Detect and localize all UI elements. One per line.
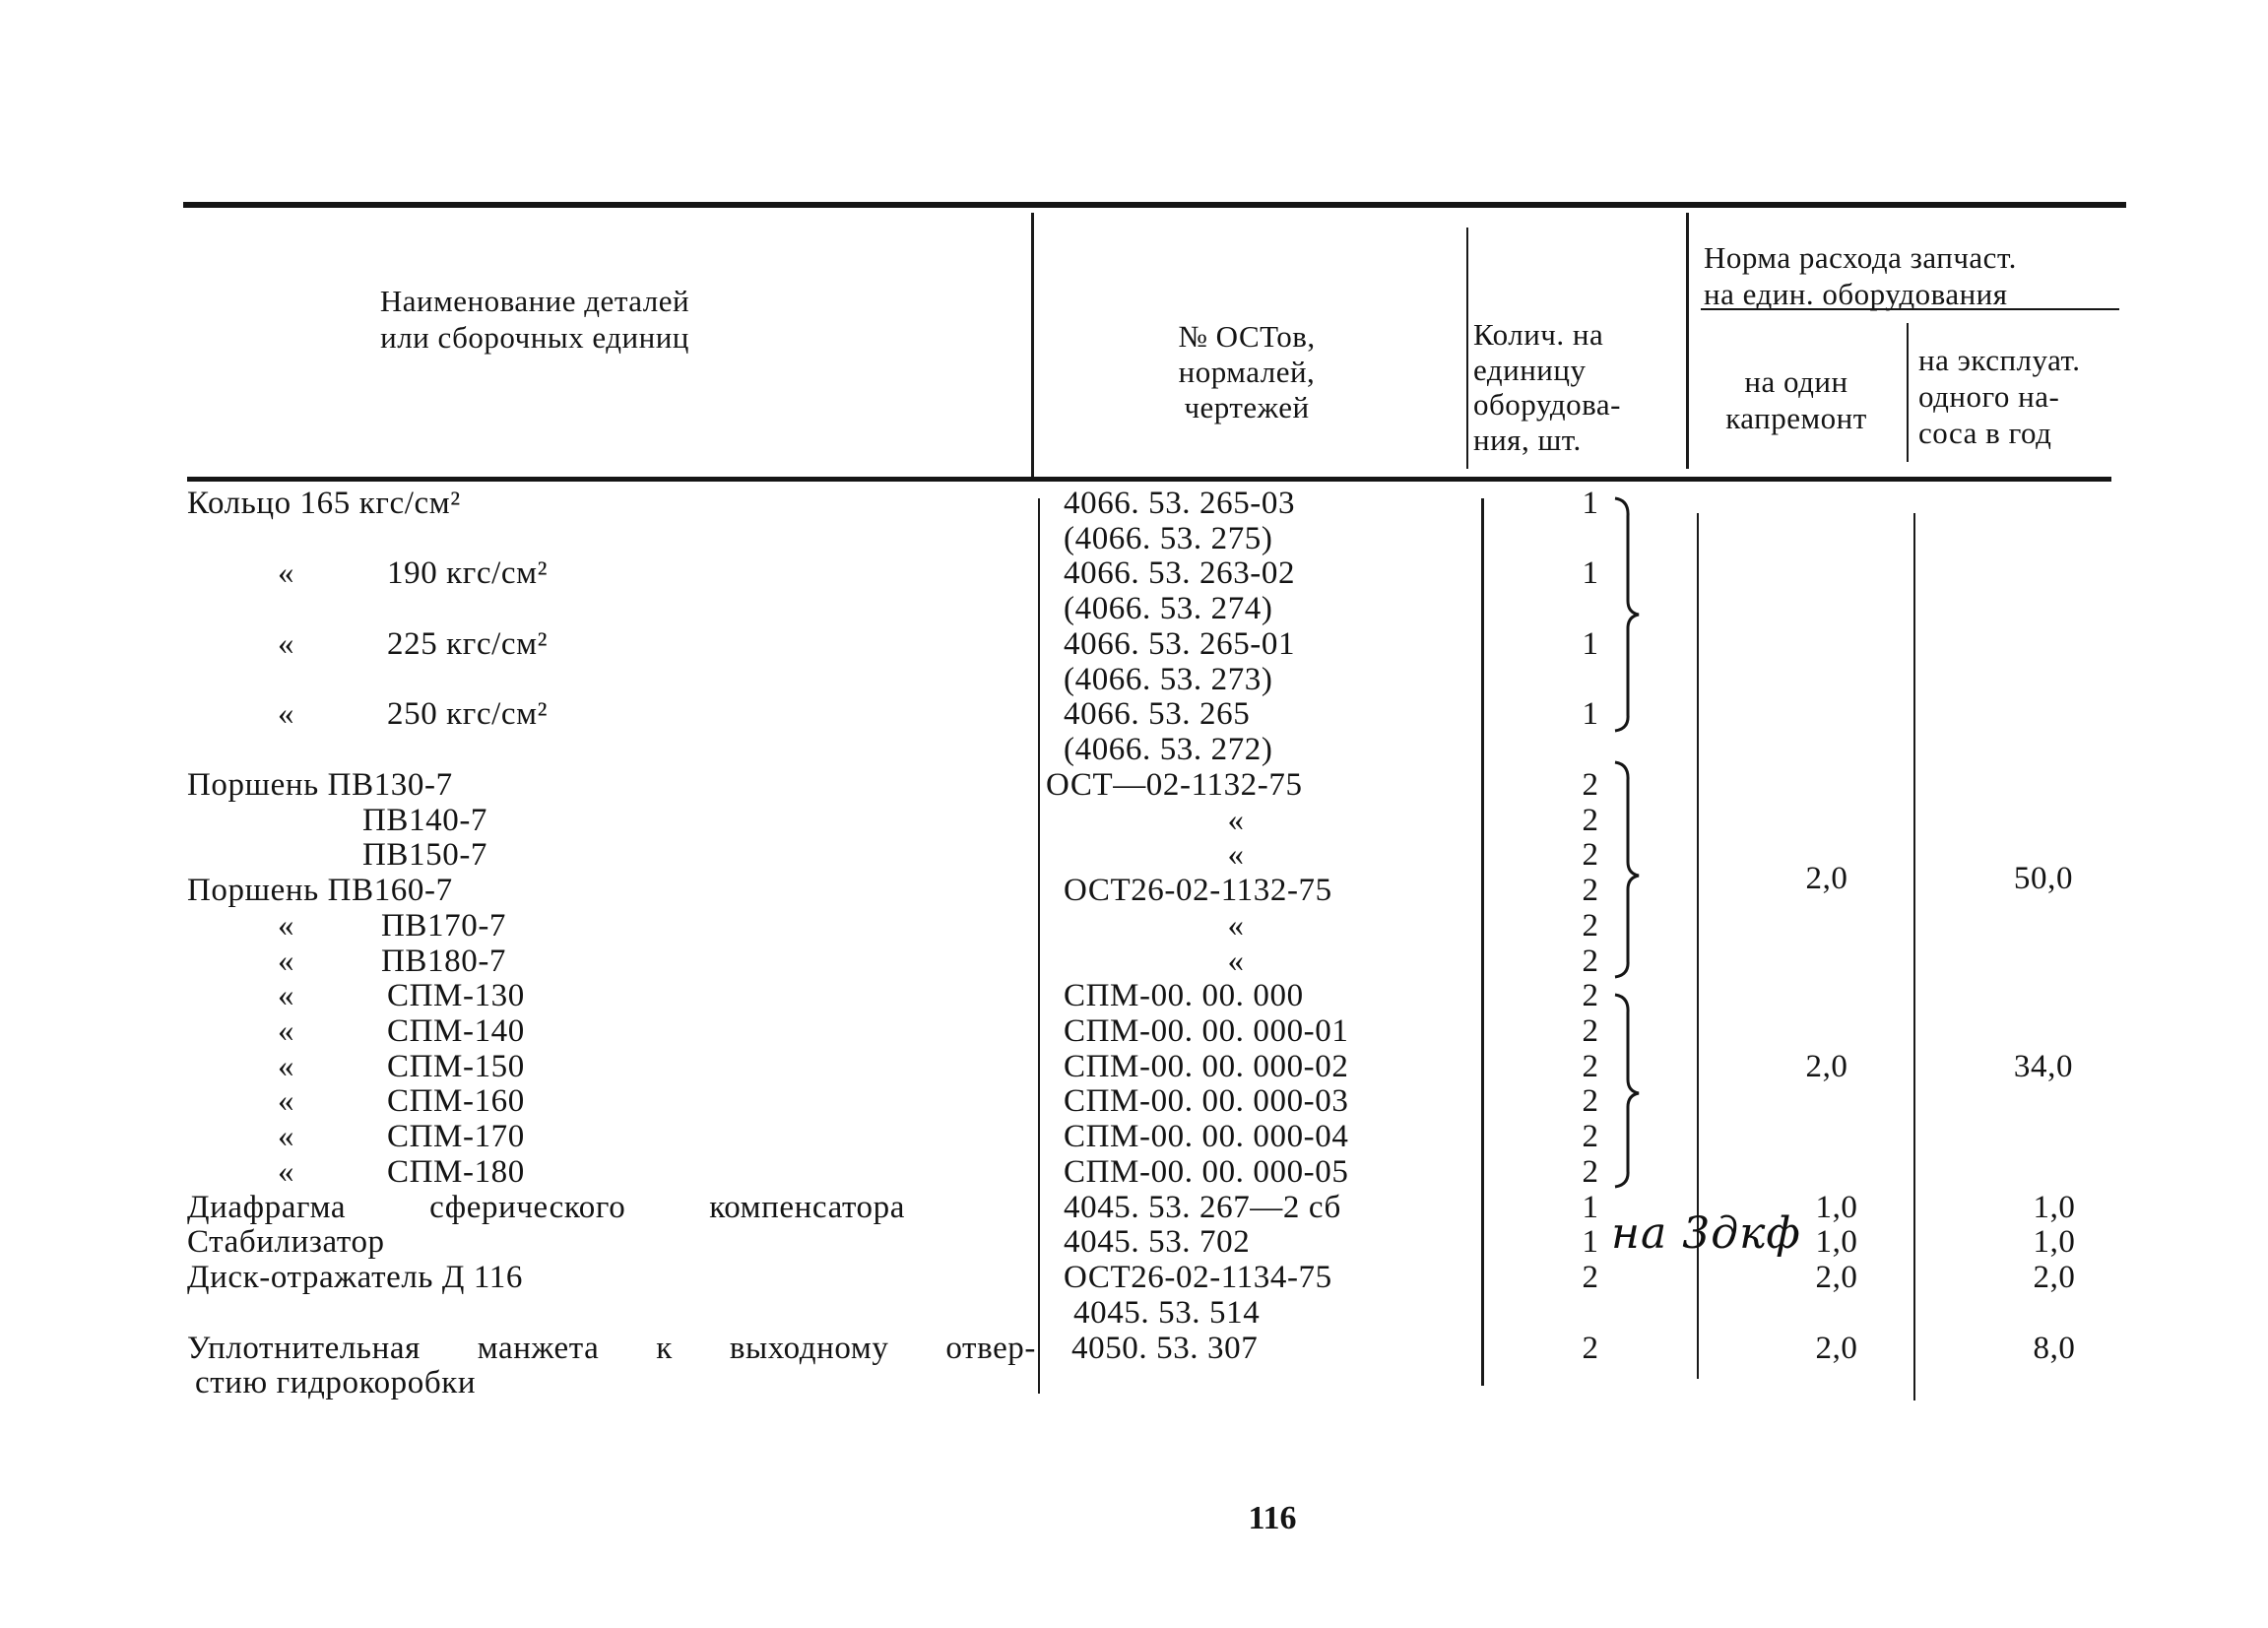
part-name: стию гидрокоробки <box>195 1365 477 1401</box>
drawing-number: СПМ-00. 00. 000-04 <box>1064 1119 1349 1155</box>
table-row <box>0 1013 2268 1049</box>
ditto-mark: « <box>278 1153 295 1190</box>
header-divider-3 <box>1686 213 1689 469</box>
norm-per-repair: 1,0 <box>1815 1224 1858 1261</box>
header-line: оборудова- <box>1473 387 1621 423</box>
table-row <box>0 521 2268 556</box>
norm-per-repair: 1,0 <box>1815 1189 1858 1225</box>
header-divider-2 <box>1466 228 1468 469</box>
table-row <box>0 1365 2268 1400</box>
table-row <box>0 696 2268 732</box>
table-row <box>0 555 2268 591</box>
part-name: Кольцо 165 кгс/см² <box>187 486 461 521</box>
drawing-number: (4066. 53. 275) <box>1064 520 1273 556</box>
quantity: 2 <box>1582 1330 1599 1366</box>
handwritten-annotation: на 3дкф <box>1611 1208 1801 1259</box>
drawing-number: 4066. 53. 263-02 <box>1064 555 1296 592</box>
quantity: 2 <box>1582 1083 1599 1120</box>
header-line: или сборочных единиц <box>380 320 689 355</box>
table-row <box>0 591 2268 626</box>
ditto-mark: « <box>278 943 295 979</box>
part-name: ПВ170-7 <box>381 907 507 944</box>
header-line: № ОСТов, <box>1178 319 1316 354</box>
norm-per-year: 34,0 <box>2013 1048 2074 1084</box>
header-line: единицу <box>1473 352 1587 387</box>
norm-per-year: 50,0 <box>2013 861 2074 897</box>
ditto-mark: « <box>278 1048 295 1084</box>
drawing-number-ditto: « <box>1227 943 1245 979</box>
part-name: СПМ-130 <box>387 978 525 1014</box>
table-body <box>0 486 2268 1400</box>
header-line: чертежей <box>1184 390 1310 424</box>
drawing-number: СПМ-00. 00. 000-01 <box>1064 1013 1349 1050</box>
part-name: Поршень ПВ130-7 <box>187 766 453 803</box>
header-line: капремонт <box>1725 401 1867 435</box>
drawing-number: (4066. 53. 273) <box>1064 661 1273 697</box>
norm-per-year: 2,0 <box>2033 1260 2076 1296</box>
norm-per-repair: 2,0 <box>1815 1330 1858 1366</box>
header-line: Колич. на <box>1473 317 1604 352</box>
table-row <box>0 803 2268 838</box>
part-name: ПВ180-7 <box>381 943 507 979</box>
quantity: 2 <box>1582 1048 1599 1084</box>
drawing-number: (4066. 53. 272) <box>1064 732 1273 768</box>
ditto-mark: « <box>278 1119 295 1155</box>
table-row <box>0 1295 2268 1331</box>
table-row <box>0 1119 2268 1154</box>
part-name: ПВ150-7 <box>362 837 488 874</box>
drawing-number: СПМ-00. 00. 000-05 <box>1064 1153 1349 1190</box>
ditto-mark: « <box>278 696 295 733</box>
table-row <box>0 1331 2268 1366</box>
table-row <box>0 944 2268 979</box>
drawing-number-ditto: « <box>1227 802 1245 838</box>
header-line: Норма расхода запчаст. <box>1704 240 2017 275</box>
norm-per-year: 1,0 <box>2033 1189 2076 1225</box>
header-line: на один <box>1744 364 1848 399</box>
part-name: Диск-отражатель Д 116 <box>187 1260 523 1296</box>
table-row <box>0 837 2268 873</box>
table-row <box>0 767 2268 803</box>
quantity: 1 <box>1582 486 1599 521</box>
header-consumption-norm <box>1704 239 2017 312</box>
header-line: Наименование деталей <box>379 284 690 318</box>
table-row <box>0 732 2268 767</box>
quantity: 1 <box>1582 1224 1599 1261</box>
part-name: СПМ-170 <box>387 1119 525 1155</box>
drawing-number: 4045. 53. 267—2 сб <box>1064 1189 1341 1225</box>
part-name: 225 кгс/см² <box>387 625 549 662</box>
norm-per-repair: 2,0 <box>1805 861 1848 897</box>
quantity: 2 <box>1582 907 1599 944</box>
ditto-mark: « <box>278 555 295 592</box>
header-line: соса в год <box>1918 416 2052 450</box>
part-name: Диафрагма сферического компенсатора <box>187 1189 905 1225</box>
drawing-number: СПМ-00. 00. 000-02 <box>1064 1048 1349 1084</box>
table-row <box>0 978 2268 1013</box>
header-line: ния, шт. <box>1473 423 1582 458</box>
header-per-year <box>1918 342 2081 451</box>
drawing-number: 4045. 53. 702 <box>1064 1224 1251 1261</box>
table-top-rule <box>183 202 2126 208</box>
norm-per-repair: 2,0 <box>1805 1048 1848 1084</box>
header-line: нормалей, <box>1178 355 1316 389</box>
drawing-number: СПМ-00. 00. 000-03 <box>1064 1083 1349 1120</box>
part-name: 250 кгс/см² <box>387 696 549 733</box>
ditto-mark: « <box>278 625 295 662</box>
part-name: Стабилизатор <box>187 1224 385 1261</box>
drawing-number: СПМ-00. 00. 000 <box>1064 978 1304 1014</box>
header-quantity <box>1473 317 1621 458</box>
quantity: 1 <box>1582 555 1599 592</box>
part-name: СПМ-160 <box>387 1083 525 1120</box>
ditto-mark: « <box>278 907 295 944</box>
quantity: 2 <box>1582 837 1599 874</box>
header-bottom-rule <box>187 477 2111 482</box>
table-row <box>0 1224 2268 1260</box>
quantity: 1 <box>1582 1189 1599 1225</box>
ditto-mark: « <box>278 1013 295 1050</box>
quantity: 2 <box>1582 766 1599 803</box>
table-row <box>0 486 2268 521</box>
part-name: ПВ140-7 <box>362 802 488 838</box>
quantity: 2 <box>1582 1153 1599 1190</box>
drawing-number: ОСТ26-02-1134-75 <box>1064 1260 1332 1296</box>
table-row <box>0 1083 2268 1119</box>
drawing-number: 4066. 53. 265-01 <box>1064 625 1296 662</box>
header-drawing-number <box>1083 319 1410 425</box>
table-row <box>0 1190 2268 1225</box>
drawing-number: 4050. 53. 307 <box>1071 1330 1259 1366</box>
drawing-number: 4045. 53. 514 <box>1073 1294 1261 1331</box>
drawing-number: (4066. 53. 274) <box>1064 591 1273 627</box>
drawing-number-ditto: « <box>1227 837 1245 874</box>
norm-per-year: 1,0 <box>2033 1224 2076 1261</box>
page-number: 116 <box>1248 1500 1297 1536</box>
quantity: 2 <box>1582 802 1599 838</box>
table-row <box>0 1049 2268 1084</box>
part-name: 190 кгс/см² <box>387 555 549 592</box>
part-name: СПМ-150 <box>387 1048 525 1084</box>
drawing-number: 4066. 53. 265 <box>1064 696 1251 733</box>
table-row <box>0 1260 2268 1295</box>
norm-per-repair: 2,0 <box>1815 1260 1858 1296</box>
table-row <box>0 1154 2268 1190</box>
header-divider-1 <box>1031 213 1034 477</box>
quantity: 2 <box>1582 1260 1599 1296</box>
ditto-mark: « <box>278 1083 295 1120</box>
header-divider-4 <box>1907 323 1909 462</box>
table-row <box>0 908 2268 944</box>
quantity: 2 <box>1582 873 1599 909</box>
quantity: 1 <box>1582 625 1599 662</box>
drawing-number: ОСТ26-02-1132-75 <box>1064 873 1332 909</box>
part-name: Поршень ПВ160-7 <box>187 873 453 909</box>
header-part-name <box>183 283 886 356</box>
table-row <box>0 626 2268 662</box>
quantity: 2 <box>1582 1119 1599 1155</box>
header-line: на эксплуат. <box>1918 343 2081 377</box>
drawing-number: 4066. 53. 265-03 <box>1064 486 1296 521</box>
header-per-repair <box>1694 363 1899 436</box>
drawing-number: ОСТ—02-1132-75 <box>1046 766 1303 803</box>
header-line: на един. оборудования <box>1704 277 2008 311</box>
quantity: 1 <box>1582 696 1599 733</box>
quantity: 2 <box>1582 978 1599 1014</box>
ditto-mark: « <box>278 978 295 1014</box>
quantity: 2 <box>1582 1013 1599 1050</box>
norm-per-year: 8,0 <box>2033 1330 2076 1366</box>
table-row <box>0 662 2268 697</box>
part-name: СПМ-140 <box>387 1013 525 1050</box>
table-row <box>0 861 2268 909</box>
part-name: Уплотнительная манжета к выходному отвер- <box>187 1330 1036 1366</box>
drawing-number-ditto: « <box>1227 907 1245 944</box>
quantity: 2 <box>1582 943 1599 979</box>
header-line: одного на- <box>1918 379 2060 414</box>
part-name: СПМ-180 <box>387 1153 525 1190</box>
